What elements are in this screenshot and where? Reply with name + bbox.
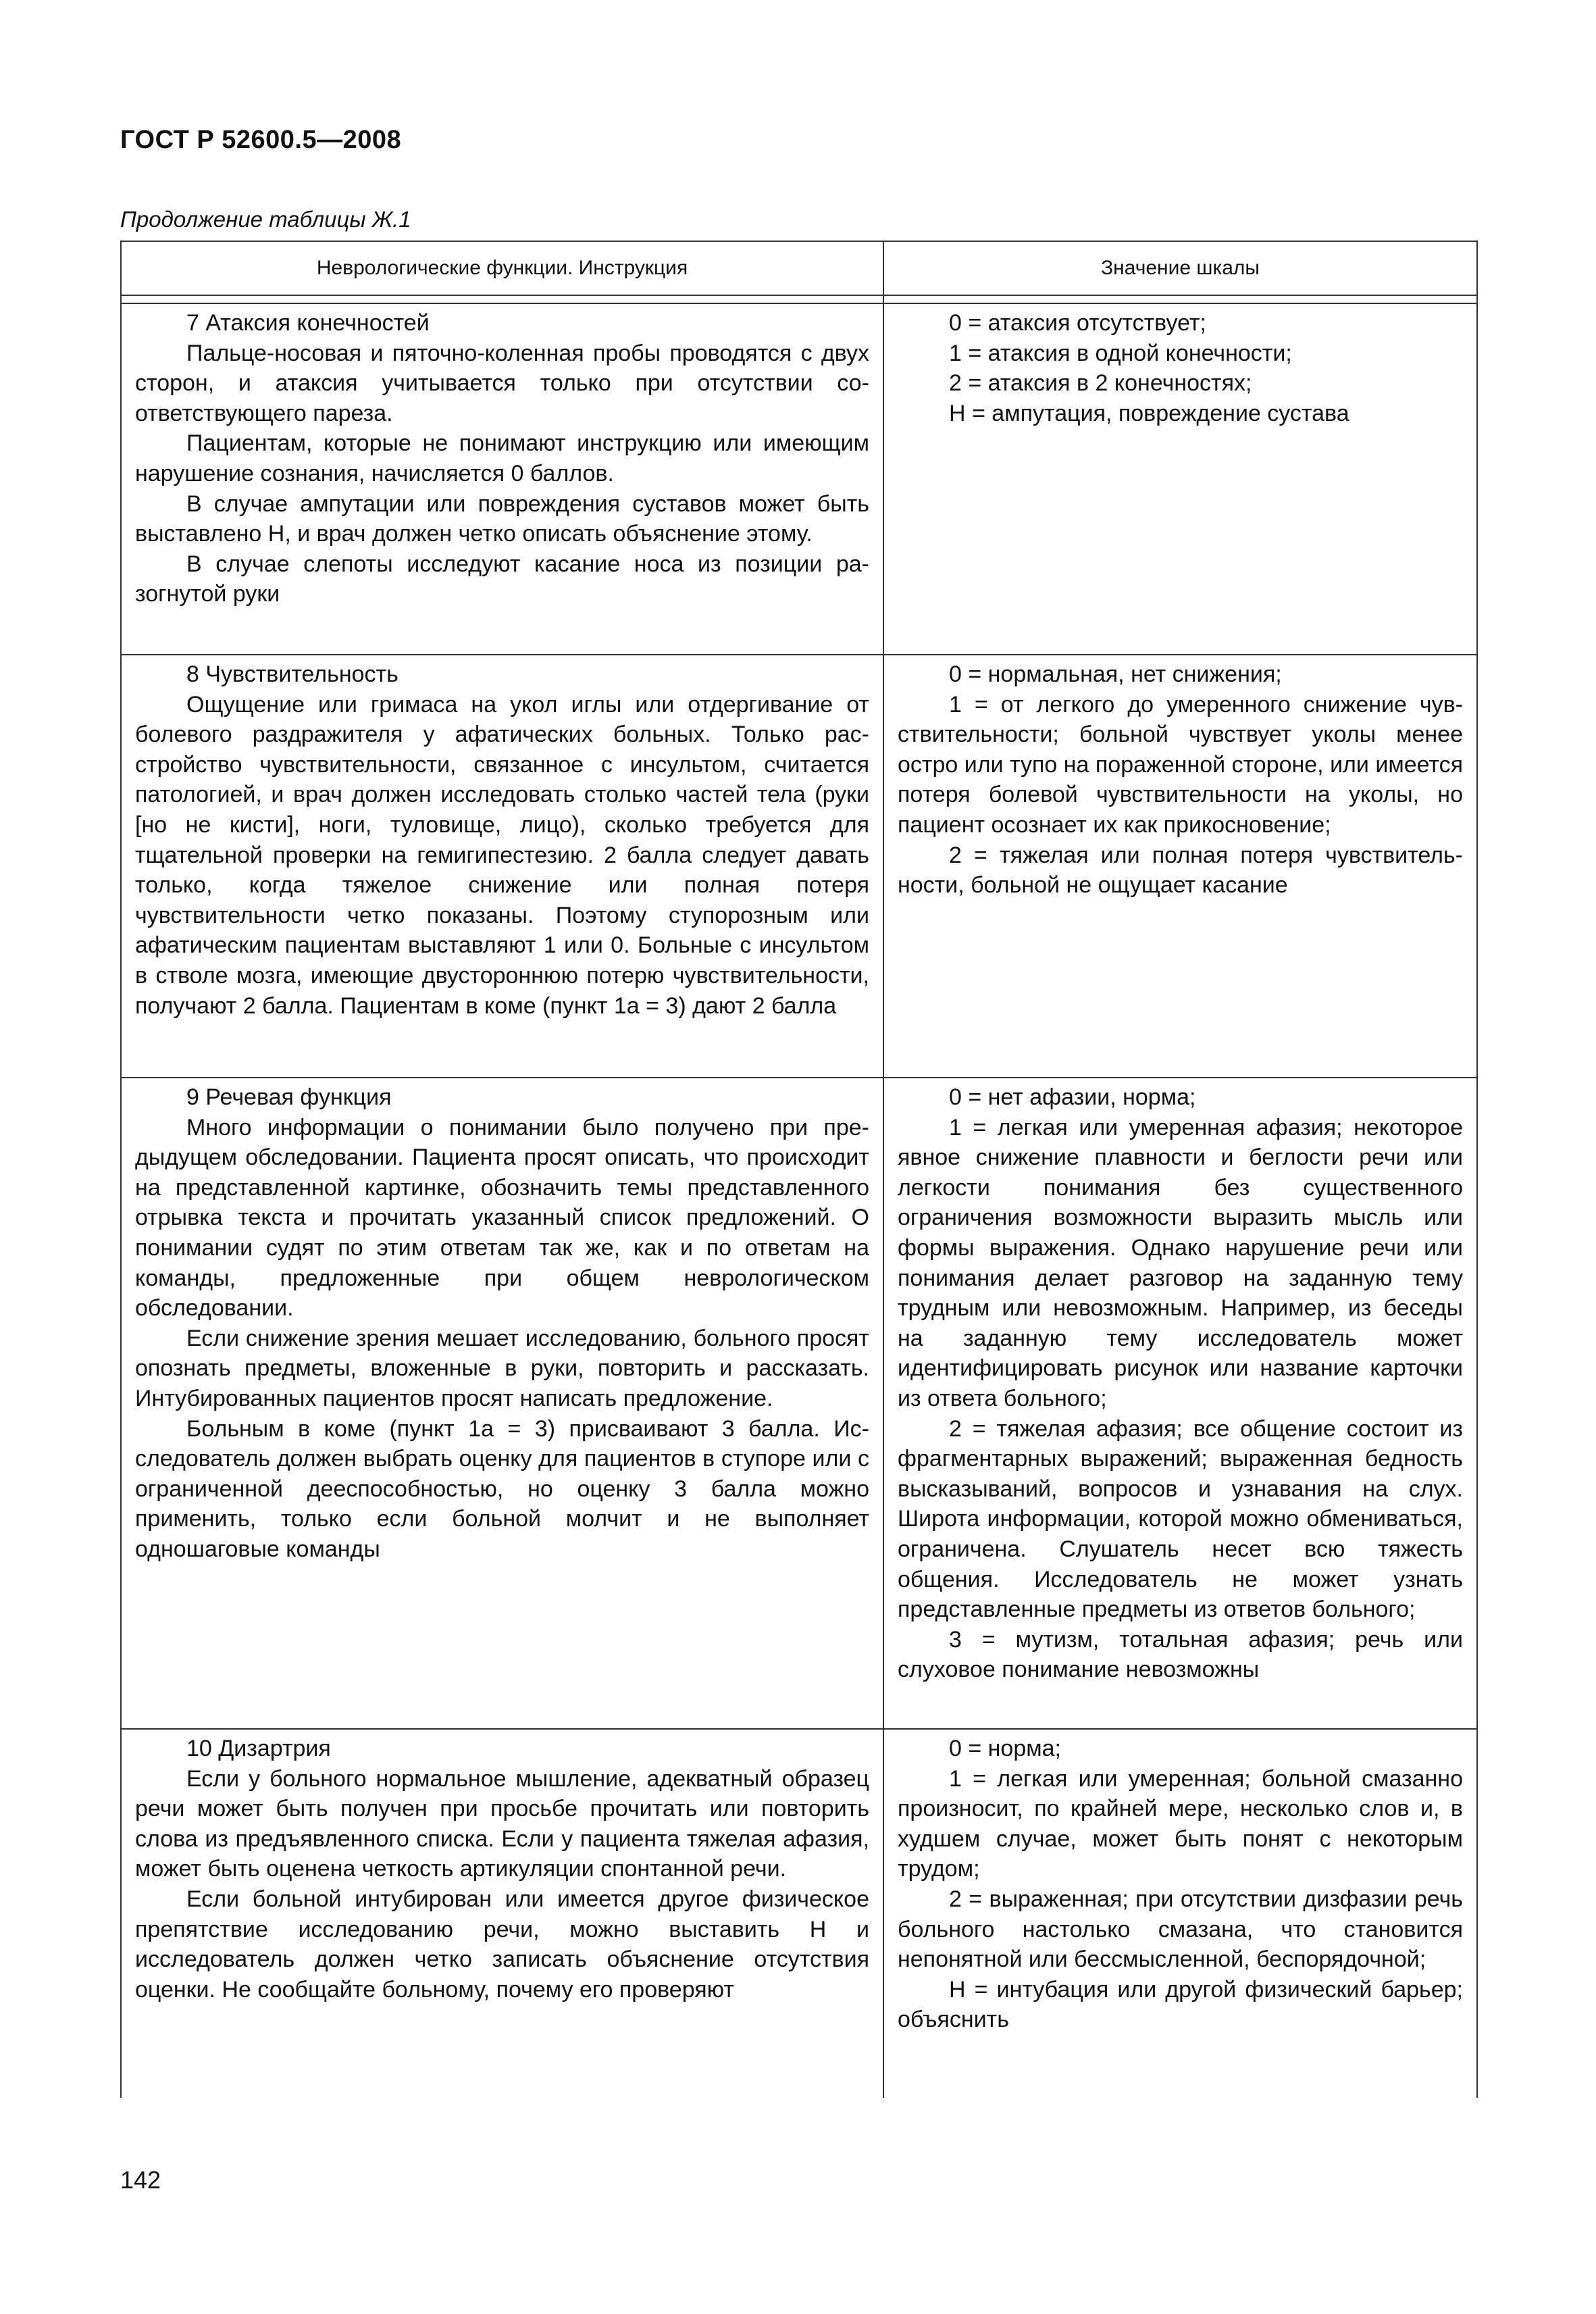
scale-value: 3 = мутизм, тотальная афазия; речь или слуховое понимание невозможны [898, 1626, 1463, 1683]
scale-value: 1 = от легкого до умеренного снижение чувствительности; больной чувствует уколы менее остро или тупо на пораженной стороне, или имеется потеря болевой чувствительности на уколы, но пациент осознает их как прикосновение; [898, 691, 1463, 838]
instruction-paragraph: Пациентам, которые не понимают инструкцию или имеющим нарушение сознания, начисляется 0 баллов. [135, 430, 869, 486]
instruction-paragraph: Ощущение или гримаса на укол иглы или отдергивание от болевого раздражителя у афатических больных. Только расстройство чувствительности, связанное с инсультом, считается патологией, и врач должен исследовать столько частей тела (руки [но не кисти], ноги, туловище, лицо), сколько требуется для тщательной проверки на гемигипестезию. 2 балла следует давать только, когда тяжелое снижение или полная потеря чувствительности четко показаны. Поэтому ступорозным или афатическим пациентам выставляют 1 или 0. Больные с инсультом в стволе мозга, имеющие двустороннюю потерю чувствительности, получают 2 балла. Пациентам в коме (пункт 1а = 3) дают 2 балла [135, 691, 869, 1019]
table-row [121, 1078, 1477, 1729]
scale-value-cell [883, 1729, 1477, 2098]
scale-value-cell [883, 303, 1477, 655]
scale-value: Н = интубация или другой физический барьер; объяснить [898, 1976, 1463, 2033]
instruction-paragraph: В случае ампутации или повреждения суставов может быть выставлено Н, и врач должен четко описать объяснение этому. [135, 491, 869, 547]
scale-value: 2 = атаксия в 2 конечностях; [949, 370, 1252, 397]
instruction-paragraph: Если больной интубирован или имеется другое физическое препятствие исследованию речи, можно выставить Н и исследователь должен четко записать объяснение отсутствия оценки. Не сообщайте больному, почему его проверяют [135, 1886, 869, 2003]
instruction-paragraph: Если у больного нормальное мышление, адекватный образец речи может быть получен при просьбе прочитать или повторить слова из предъявленного списка. Если у пациента тяжелая афазия, может быть оценена четкость артикуляции спонтанной речи. [135, 1765, 869, 1882]
scale-value: 1 = атаксия в одной конечности; [949, 340, 1292, 366]
column-header-functions: Неврологические функции. Инструкция [121, 241, 883, 295]
header-separator [121, 295, 883, 303]
table-row [121, 655, 1477, 1078]
scale-value: 2 = выраженная; при отсутствии дизфазии речь больного настолько смазана, что становится непонятной или бессмысленной, беспорядочной; [898, 1886, 1463, 1973]
page-number: 142 [120, 2166, 161, 2194]
instruction-paragraph: Если снижение зрения мешает исследованию, больного просят опознать предметы, вложенные в руки, повторить и рассказать. Интубированных пациентов просят написать предложение. [135, 1325, 869, 1411]
item-title: 10 Дизартрия [186, 1736, 331, 1761]
table-row [121, 303, 1477, 655]
scale-value: 1 = легкая или умеренная; больной смазанно произносит, по крайней мере, несколько слов и, в худшем случае, может быть понят с некоторым трудом; [898, 1765, 1463, 1882]
document-header: ГОСТ Р 52600.5—2008 [120, 126, 402, 154]
table-row [121, 1729, 1477, 2098]
item-title: 8 Чувствительность [186, 661, 398, 687]
function-instruction-cell [121, 303, 883, 655]
scale-value: 0 = нормальная, нет снижения; [949, 661, 1282, 687]
item-title: 7 Атаксия конечностей [186, 310, 430, 336]
table-caption: Продолжение таблицы Ж.1 [120, 207, 411, 232]
function-instruction-cell [121, 655, 883, 1078]
scale-value: 0 = атаксия отсутствует; [949, 310, 1206, 336]
instruction-paragraph: В случае слепоты исследуют касание носа из позиции разогнутой руки [135, 551, 869, 607]
scale-value: Н = ампутация, повреждение сустава [949, 400, 1349, 426]
function-instruction-cell [121, 1729, 883, 2098]
scale-value: 0 = нет афазии, норма; [949, 1084, 1196, 1110]
column-header-scale-values: Значение шкалы [883, 241, 1477, 295]
header-separator [883, 295, 1477, 303]
instruction-paragraph: Пальце-носовая и пяточно-коленная пробы проводятся с двух сторон, и атаксия учитывается только при отсутствии соответствующего пареза. [135, 340, 869, 426]
scale-value-cell [883, 1078, 1477, 1729]
item-title: 9 Речевая функция [186, 1084, 392, 1110]
instruction-paragraph: Больным в коме (пункт 1а = 3) присваивают 3 балла. Исследователь должен выбрать оценку для пациентов в ступоре или с ограниченной дееспособностью, но оценку 3 балла можно применить, только если больной молчит и не выполняет одношаговые команды [135, 1415, 869, 1562]
scale-value: 1 = легкая или умеренная афазия; некоторое явное снижение плавности и беглости речи или легкости понимания без существенного ограничения возможности выразить мысль или формы выражения. Однако нарушение речи или понимания делает разговор на заданную тему трудным или невозможным. Например, из беседы на заданную тему исследователь может идентифицировать рисунок или название карточки из ответа больного; [898, 1114, 1463, 1411]
scale-value: 0 = норма; [949, 1736, 1061, 1761]
scale-value: 2 = тяжелая афазия; все общение состоит из фрагментарных выражений; выраженная бедность высказываний, вопросов и узнавания на слух. Широта информации, которой можно обмениваться, ограничена. Слушатель несет всю тяжесть общения. Исследователь не может узнать представленные предметы из ответов больного; [898, 1415, 1463, 1623]
scale-value-cell [883, 655, 1477, 1078]
instruction-paragraph: Много информации о понимании было получено при предыдущем обследовании. Пациента просят описать, что происходит на представленной картинке, обозначить темы представленного отрывка текста и прочитать указанный список предложений. О понимании судят по этим ответам так же, как и по ответам на команды, предложенные при общем неврологическом обследовании. [135, 1114, 869, 1322]
scale-value: 2 = тяжелая или полная потеря чувствительности, больной не ощущает касание [898, 842, 1463, 899]
scale-table [120, 241, 1478, 2098]
function-instruction-cell [121, 1078, 883, 1729]
